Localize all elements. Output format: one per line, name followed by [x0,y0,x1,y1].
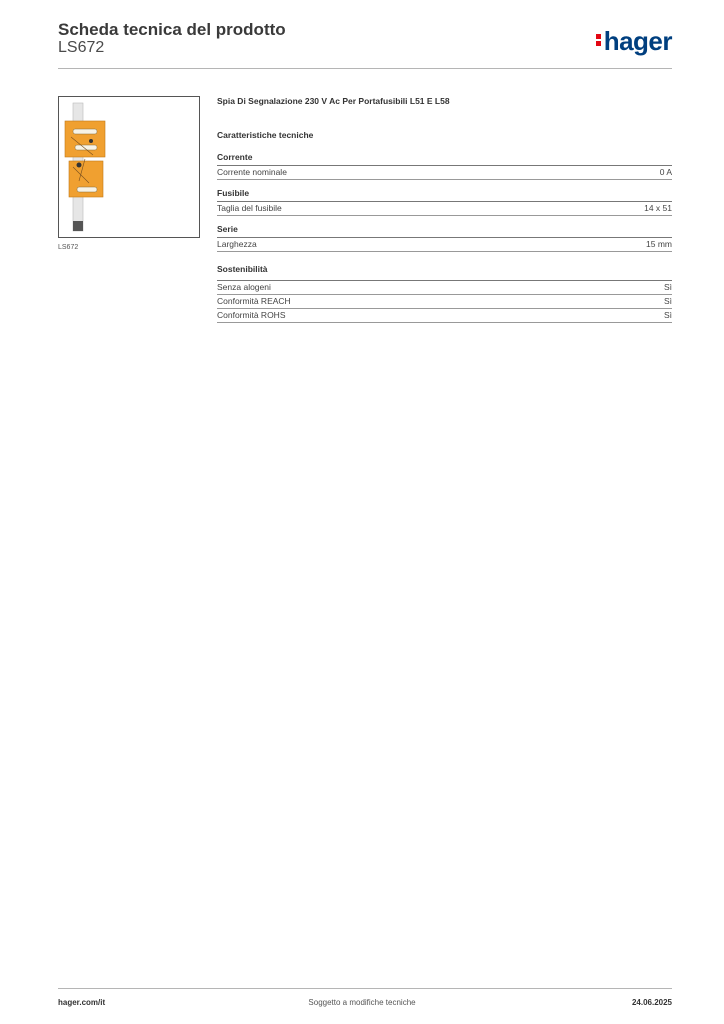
product-title: Spia Di Segnalazione 230 V Ac Per Portafusibili L51 E L58 [217,96,450,106]
group-title: Fusibile [217,188,672,202]
spec-label: Conformità ROHS [217,310,286,320]
spec-row [217,309,672,323]
group-title: Corrente [217,152,672,166]
page-title: Scheda tecnica del prodotto [58,20,286,39]
spec-row [217,295,672,309]
spec-group-sostenibilita [217,264,672,323]
spec-content [217,96,672,323]
spec-group-corrente [217,152,672,180]
header-divider [58,68,672,69]
spec-label: Taglia del fusibile [217,203,282,213]
group-title: Sostenibilità [217,264,268,274]
logo-dots-icon [596,32,601,48]
spec-row [217,281,672,295]
spec-heading: Caratteristiche tecniche [217,130,314,140]
spec-label: Corrente nominale [217,167,287,177]
spec-group-serie [217,224,672,252]
hager-logo [596,26,672,57]
footer-date: 24.06.2025 [631,998,672,1007]
spec-row [217,202,672,216]
logo-text: hager [603,26,672,56]
group-title: Serie [217,224,672,238]
product-code: LS672 [58,39,105,56]
spec-value: 15 mm [646,239,672,249]
footer-divider [58,988,672,989]
image-caption: LS672 [58,244,79,251]
spec-label: Conformità REACH [217,296,291,306]
product-image-frame [58,96,200,238]
spec-group-fusibile [217,188,672,216]
spec-value: Sì [663,296,672,306]
spec-rows [217,280,672,323]
spec-value: 14 x 51 [644,203,672,213]
spec-row [217,166,672,180]
spec-label: Larghezza [217,239,257,249]
spec-value: Sì [663,310,672,320]
spec-row [217,238,672,252]
footer-note: Soggetto a modifiche tecniche [308,998,416,1007]
spec-value: Sì [663,282,672,292]
product-image [59,97,199,237]
spec-label: Senza alogeni [217,282,271,292]
spec-value: 0 A [659,167,672,177]
footer-website-link[interactable]: hager.com/it [58,998,106,1007]
